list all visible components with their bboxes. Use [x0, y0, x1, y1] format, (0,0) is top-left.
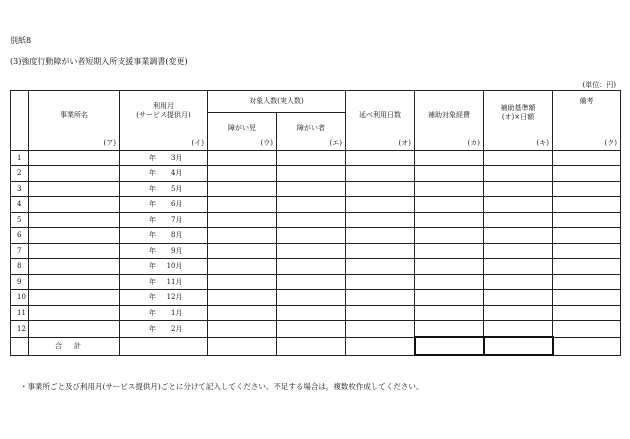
- standard-cell[interactable]: [484, 274, 553, 289]
- total-remarks-cell[interactable]: [553, 337, 621, 355]
- month-label: 4月: [171, 169, 183, 178]
- days-cell[interactable]: [346, 274, 415, 289]
- adults-cell[interactable]: [277, 321, 346, 337]
- cost-cell[interactable]: [415, 151, 484, 166]
- usage-month-cell[interactable]: [120, 228, 208, 243]
- header-remarks-code: (ク): [604, 139, 617, 148]
- table-row: [11, 197, 621, 212]
- usage-month-cell[interactable]: [120, 197, 208, 212]
- row-number: 1: [11, 151, 29, 166]
- row-number: 7: [11, 243, 29, 258]
- total-adults-cell[interactable]: [277, 337, 346, 355]
- year-label: 年: [149, 200, 156, 209]
- usage-month-cell[interactable]: [120, 166, 208, 181]
- remarks-cell[interactable]: [553, 228, 621, 243]
- header-standard-sublabel: (オ)×日額: [501, 112, 535, 121]
- usage-month-cell[interactable]: [120, 181, 208, 196]
- adults-cell[interactable]: [277, 259, 346, 274]
- standard-cell[interactable]: [484, 321, 553, 337]
- days-cell[interactable]: [346, 290, 415, 305]
- year-label: 年: [149, 324, 156, 333]
- remarks-cell[interactable]: [553, 197, 621, 212]
- adults-cell[interactable]: [277, 290, 346, 305]
- cost-cell[interactable]: [415, 228, 484, 243]
- month-label: 7月: [171, 215, 183, 224]
- office-name-cell[interactable]: [29, 166, 120, 181]
- standard-cell[interactable]: [484, 243, 553, 258]
- standard-cell[interactable]: [484, 305, 553, 320]
- cost-cell[interactable]: [415, 259, 484, 274]
- children-cell[interactable]: [208, 290, 277, 305]
- header-eligible-cost: [415, 91, 484, 151]
- cost-cell[interactable]: [415, 290, 484, 305]
- year-label: 年: [149, 262, 156, 271]
- remarks-cell[interactable]: [553, 274, 621, 289]
- header-cost-code: (カ): [467, 139, 480, 148]
- days-cell[interactable]: [346, 243, 415, 258]
- footnote: ・事業所ごと及び利用月(サービス提供月)ごとに分けて記入してください。不足する場合は，複数枚作成してください。: [20, 382, 424, 391]
- days-cell[interactable]: [346, 197, 415, 212]
- usage-month-cell[interactable]: [120, 305, 208, 320]
- office-name-cell[interactable]: [29, 197, 120, 212]
- header-adults: [277, 113, 346, 151]
- standard-cell[interactable]: [484, 259, 553, 274]
- days-cell[interactable]: [346, 151, 415, 166]
- year-label: 年: [149, 184, 156, 193]
- office-name-cell[interactable]: [29, 305, 120, 320]
- total-children-cell[interactable]: [208, 337, 277, 355]
- year-label: 年: [149, 246, 156, 255]
- header-month-label: 利用月: [153, 102, 174, 110]
- month-label: 1月: [171, 308, 183, 317]
- children-cell[interactable]: [208, 305, 277, 320]
- unit-label: (単位：円): [582, 81, 616, 89]
- row-number: 11: [11, 305, 29, 320]
- header-standard-code: (キ): [536, 139, 549, 148]
- usage-month-cell[interactable]: [120, 243, 208, 258]
- adults-cell[interactable]: [277, 181, 346, 196]
- remarks-cell[interactable]: [553, 321, 621, 337]
- document-title: (3)強度行動障がい者短期入所支援事業調書(変更): [10, 57, 188, 66]
- days-cell[interactable]: [346, 228, 415, 243]
- days-cell[interactable]: [346, 166, 415, 181]
- header-remarks-label: 備考: [579, 97, 594, 105]
- year-label: 年: [149, 215, 156, 224]
- children-cell[interactable]: [208, 212, 277, 227]
- header-standard-label: 補助基準額: [500, 104, 536, 112]
- table-row: [11, 243, 621, 258]
- standard-cell[interactable]: [484, 181, 553, 196]
- adults-cell[interactable]: [277, 243, 346, 258]
- office-name-cell[interactable]: [29, 259, 120, 274]
- remarks-cell[interactable]: [553, 259, 621, 274]
- header-adults-label: 障がい者: [297, 124, 325, 132]
- row-number: 5: [11, 212, 29, 227]
- table-row: [11, 290, 621, 305]
- cost-cell[interactable]: [415, 181, 484, 196]
- days-cell[interactable]: [346, 321, 415, 337]
- cost-cell[interactable]: [415, 274, 484, 289]
- header-office-code: (ア): [103, 139, 116, 148]
- header-month-code: (イ): [191, 139, 204, 148]
- row-number: 12: [11, 321, 29, 337]
- table-row: [11, 212, 621, 227]
- remarks-cell[interactable]: [553, 181, 621, 196]
- table-row: [11, 305, 621, 320]
- usage-month-cell[interactable]: [120, 259, 208, 274]
- header-days-code: (オ): [398, 139, 411, 148]
- office-name-cell[interactable]: [29, 181, 120, 196]
- header-days-label: 延べ利用日数: [359, 111, 401, 119]
- remarks-cell[interactable]: [553, 290, 621, 305]
- month-label: 2月: [171, 324, 183, 333]
- row-number: 10: [11, 290, 29, 305]
- total-month-cell: [120, 337, 208, 355]
- year-label: 年: [149, 277, 156, 286]
- remarks-cell[interactable]: [553, 243, 621, 258]
- table-row: [11, 228, 621, 243]
- remarks-cell[interactable]: [553, 151, 621, 166]
- survey-table: [10, 90, 621, 356]
- days-cell[interactable]: [346, 259, 415, 274]
- adults-cell[interactable]: [277, 197, 346, 212]
- row-number: 8: [11, 259, 29, 274]
- table-row: [11, 321, 621, 337]
- month-label: 8月: [171, 231, 183, 240]
- header-children-code: (ウ): [260, 139, 273, 148]
- children-cell[interactable]: [208, 321, 277, 337]
- days-cell[interactable]: [346, 212, 415, 227]
- remarks-cell[interactable]: [553, 305, 621, 320]
- table-row: [11, 259, 621, 274]
- adults-cell[interactable]: [277, 305, 346, 320]
- cost-cell[interactable]: [415, 197, 484, 212]
- header-row-number: [11, 91, 29, 151]
- office-name-cell[interactable]: [29, 321, 120, 337]
- days-cell[interactable]: [346, 305, 415, 320]
- children-cell[interactable]: [208, 274, 277, 289]
- total-cost-cell[interactable]: [415, 337, 484, 355]
- standard-cell[interactable]: [484, 212, 553, 227]
- month-label: 9月: [171, 246, 183, 255]
- cost-cell[interactable]: [415, 166, 484, 181]
- header-children-label: 障がい児: [228, 124, 256, 132]
- header-total-days: [346, 91, 415, 151]
- children-cell[interactable]: [208, 151, 277, 166]
- total-row-number: [11, 337, 29, 355]
- usage-month-cell[interactable]: [120, 151, 208, 166]
- usage-month-cell[interactable]: [120, 212, 208, 227]
- header-standard-amount: [484, 91, 553, 151]
- month-label: 10月: [166, 262, 183, 271]
- adults-cell[interactable]: [277, 274, 346, 289]
- remarks-cell[interactable]: [553, 212, 621, 227]
- usage-month-cell[interactable]: [120, 290, 208, 305]
- office-name-cell[interactable]: [29, 290, 120, 305]
- adults-cell[interactable]: [277, 212, 346, 227]
- month-label: 12月: [166, 293, 183, 302]
- standard-cell[interactable]: [484, 166, 553, 181]
- children-cell[interactable]: [208, 243, 277, 258]
- total-standard-cell[interactable]: [484, 337, 553, 355]
- total-row: [11, 337, 621, 355]
- children-cell[interactable]: [208, 181, 277, 196]
- adults-cell[interactable]: [277, 166, 346, 181]
- table-row: [11, 181, 621, 196]
- header-cost-label: 補助対象経費: [428, 111, 470, 119]
- attachment-label: 別紙8: [10, 36, 32, 45]
- cost-cell[interactable]: [415, 212, 484, 227]
- cost-cell[interactable]: [415, 243, 484, 258]
- office-name-cell[interactable]: [29, 151, 120, 166]
- cost-cell[interactable]: [415, 305, 484, 320]
- header-adults-code: (エ): [329, 139, 342, 148]
- usage-month-cell[interactable]: [120, 274, 208, 289]
- standard-cell[interactable]: [484, 228, 553, 243]
- total-days-cell[interactable]: [346, 337, 415, 355]
- header-office-label: 事業所名: [60, 111, 88, 119]
- year-label: 年: [149, 231, 156, 240]
- year-label: 年: [149, 169, 156, 178]
- row-number: 2: [11, 166, 29, 181]
- office-name-cell[interactable]: [29, 228, 120, 243]
- row-number: 9: [11, 274, 29, 289]
- adults-cell[interactable]: [277, 228, 346, 243]
- table-body: [11, 151, 621, 338]
- standard-cell[interactable]: [484, 290, 553, 305]
- children-cell[interactable]: [208, 259, 277, 274]
- year-label: 年: [149, 308, 156, 317]
- header-usage-month: [120, 91, 208, 151]
- remarks-cell[interactable]: [553, 166, 621, 181]
- month-label: 11月: [166, 277, 183, 286]
- row-number: 4: [11, 197, 29, 212]
- days-cell[interactable]: [346, 181, 415, 196]
- row-number: 6: [11, 228, 29, 243]
- cost-cell[interactable]: [415, 321, 484, 337]
- children-cell[interactable]: [208, 166, 277, 181]
- standard-cell[interactable]: [484, 197, 553, 212]
- header-children: [208, 113, 277, 151]
- standard-cell[interactable]: [484, 151, 553, 166]
- header-month-sublabel: (サービス提供月): [136, 110, 191, 119]
- header-target-group: 対象人数(実人数): [208, 91, 346, 113]
- usage-month-cell[interactable]: [120, 321, 208, 337]
- total-label: 合計: [29, 337, 120, 355]
- children-cell[interactable]: [208, 228, 277, 243]
- header-office-name: [29, 91, 120, 151]
- year-label: 年: [149, 293, 156, 302]
- month-label: 5月: [171, 184, 183, 193]
- year-label: 年: [149, 153, 156, 162]
- office-name-cell[interactable]: [29, 274, 120, 289]
- table-row: [11, 166, 621, 181]
- adults-cell[interactable]: [277, 151, 346, 166]
- month-label: 3月: [171, 153, 183, 162]
- table-row: [11, 151, 621, 166]
- header-remarks: [553, 91, 621, 151]
- office-name-cell[interactable]: [29, 243, 120, 258]
- children-cell[interactable]: [208, 197, 277, 212]
- table-row: [11, 274, 621, 289]
- row-number: 3: [11, 181, 29, 196]
- office-name-cell[interactable]: [29, 212, 120, 227]
- month-label: 6月: [171, 200, 183, 209]
